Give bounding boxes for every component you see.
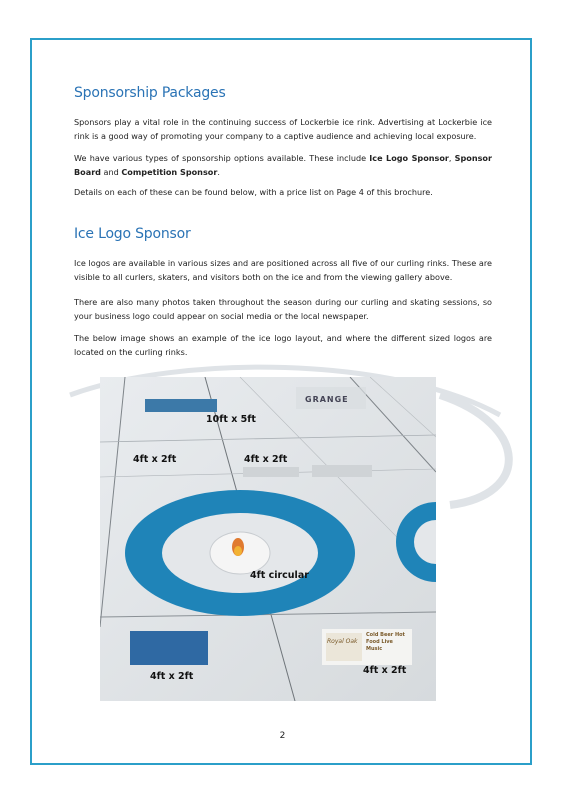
grange-logo-text: GRANGE bbox=[305, 395, 349, 404]
page-number: 2 bbox=[279, 731, 286, 741]
para-details: Details on each of these can be found below, with a price list on Page 4 of this brochure. bbox=[74, 187, 433, 197]
sponsor-board-bold: Sponsor Board bbox=[74, 153, 492, 177]
label-4ft-circular: 4ft circular bbox=[250, 570, 309, 581]
label-10ft-x-5ft: 10ft x 5ft bbox=[206, 414, 256, 425]
label-4ft-x-2ft-bottom-right: 4ft x 2ft bbox=[363, 665, 407, 676]
para-sponsorship-options: We have various types of sponsorship options available. These include Ice Logo Sponsor, Sponsor Board and Competition Sponsor. bbox=[74, 153, 492, 177]
para-photos: There are also many photos taken throughout the season during our curling and skating sessions, so your business logo could appear on social media or the local newspaper. bbox=[74, 297, 492, 321]
para-sponsors-intro: Sponsors play a vital role in the continuing success of Lockerbie ice rink. Advertising at Lockerbie ice rink is a good way of promoting your company to a captive audience and achieving local exposure. bbox=[74, 117, 492, 141]
curling-rink-photo bbox=[100, 377, 436, 701]
royal-oak-note: Cold Beer Hot Food Live Music bbox=[366, 632, 405, 652]
heading-ice-logo-sponsor: Ice Logo Sponsor bbox=[74, 226, 191, 242]
para-ice-logos: Ice logos are available in various sizes and are positioned across all five of our curling rinks. These are visible to all curlers, skaters, and visitors both on the ice and from the viewing gallery above. bbox=[74, 258, 492, 282]
para-below-image: The below image shows an example of the ice logo layout, and where the different sized logos are located on the curling rinks. bbox=[74, 333, 492, 357]
label-4ft-x-2ft-left: 4ft x 2ft bbox=[133, 454, 177, 465]
heading-sponsorship-packages: Sponsorship Packages bbox=[74, 85, 226, 101]
label-4ft-x-2ft-center: 4ft x 2ft bbox=[244, 454, 288, 465]
label-4ft-x-2ft-bottom-left: 4ft x 2ft bbox=[150, 671, 194, 682]
royal-oak-logo-text: Royal Oak bbox=[327, 638, 358, 645]
ice-logo-sponsor-bold: Ice Logo Sponsor bbox=[369, 153, 449, 163]
competition-sponsor-bold: Competition Sponsor bbox=[121, 167, 218, 177]
